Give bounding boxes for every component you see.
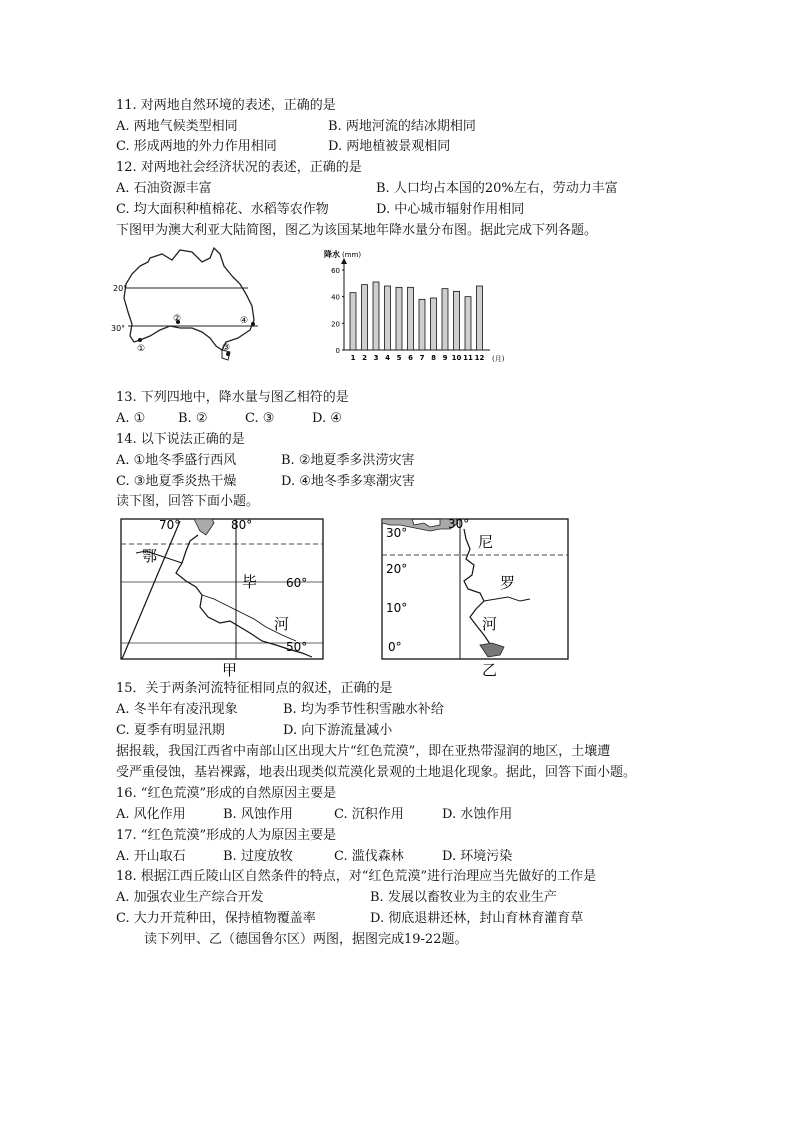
- bar-month-4: [385, 286, 391, 350]
- q12-option-b: B. 人口均占本国的20%左右，劳动力丰富: [376, 181, 618, 196]
- q13-stem: 13. 下列四地中，降水量与图乙相符的是: [116, 390, 349, 405]
- lat-label-30: 30°: [111, 324, 126, 333]
- svg-text:河: 河: [274, 615, 290, 633]
- q17-stem: 17. “红色荒漠”形成的人为原因主要是: [116, 828, 337, 843]
- q11-option-d: D. 两地植被景观相同: [328, 139, 451, 154]
- q14-option-b: B. ②地夏季多洪涝灾害: [281, 453, 415, 468]
- q15-option-d: D. 向下游流量减小: [283, 723, 393, 738]
- bar-month-8: [431, 298, 437, 350]
- q11-stem: 11. 对两地自然环境的表述，正确的是: [116, 98, 336, 113]
- q14-stem: 14. 以下说法正确的是: [116, 432, 245, 447]
- chart-xunit: (月): [492, 355, 505, 363]
- q17-option-a: A. 开山取石: [116, 849, 186, 864]
- x-tick-label: 5: [396, 354, 402, 362]
- svg-text:河: 河: [482, 615, 498, 633]
- bar-month-10: [454, 291, 460, 350]
- svg-text:10°: 10°: [386, 601, 408, 615]
- x-tick-label: 1: [350, 354, 356, 362]
- bar-month-3: [373, 282, 379, 350]
- x-tick-label: 2: [362, 354, 367, 362]
- svg-text:30°: 30°: [386, 526, 408, 540]
- site-label-2: ②: [173, 314, 182, 324]
- site-label-4: ④: [240, 316, 249, 326]
- q16-option-b: B. 风蚀作用: [223, 807, 293, 822]
- intro-australia: 下图甲为澳大利亚大陆简图，图乙为该国某地年降水量分布图。据此完成下列各题。: [116, 223, 598, 238]
- intro-red-desert-line1: 据报载，我国江西省中南部山区出现大片“红色荒漠”，即在亚热带湿润的地区，土壤遭: [116, 744, 611, 759]
- svg-text:0°: 0°: [388, 640, 402, 654]
- bar-month-12: [477, 286, 483, 350]
- q18-stem: 18. 根据江西丘陵山区自然条件的特点，对“红色荒漠”进行治理应当先做好的工作是: [116, 869, 597, 884]
- q16-option-d: D. 水蚀作用: [442, 807, 513, 822]
- bar-month-6: [408, 287, 414, 350]
- q17-option-c: C. 滥伐森林: [334, 849, 404, 864]
- svg-text:尼: 尼: [478, 533, 494, 551]
- q15-stem: 15．关于两条河流特征相同点的叙述，正确的是: [116, 681, 393, 696]
- q11-option-b: B. 两地河流的结冰期相同: [328, 119, 476, 134]
- svg-text:50°: 50°: [286, 640, 308, 654]
- q18-option-b: B. 发展以畜牧业为主的农业生产: [370, 890, 557, 905]
- q12-option-c: C. 均大面积种植棉花、水稻等农作物: [116, 202, 329, 217]
- q18-option-d: D. 彻底退耕还林，封山育林育灌育草: [370, 911, 584, 926]
- y-tick-label: 20: [331, 320, 340, 329]
- q13-option-c: C. ③: [245, 411, 275, 426]
- ob-river-map: [116, 515, 328, 678]
- nile-river-map: [380, 515, 572, 678]
- q11-option-c: C. 形成两地的外力作用相同: [116, 139, 277, 154]
- q14-option-d: D. ④地冬季多寒潮灾害: [281, 474, 415, 489]
- x-tick-label: 8: [431, 354, 436, 362]
- x-tick-label: 6: [408, 354, 413, 362]
- q15-option-c: C. 夏季有明显汛期: [116, 723, 225, 738]
- bar-month-5: [396, 287, 402, 350]
- q18-option-c: C. 大力开荒种田，保持植物覆盖率: [116, 911, 316, 926]
- australia-outline: [124, 248, 254, 350]
- intro-red-desert-line2: 受严重侵蚀，基岩裸露，地表出现类似荒漠化景观的土地退化现象。据此，回答下面小题。: [116, 765, 637, 780]
- x-tick-label: 4: [385, 354, 390, 362]
- precipitation-chart: [318, 244, 508, 366]
- svg-text:甲: 甲: [222, 661, 238, 678]
- chart-yunit: (mm): [342, 251, 362, 259]
- x-tick-label: 12: [474, 354, 485, 362]
- svg-text:70°: 70°: [159, 518, 181, 532]
- x-tick-label: 3: [373, 354, 379, 362]
- bar-month-1: [350, 293, 356, 350]
- x-tick-label: 10: [451, 354, 462, 362]
- q16-option-a: A. 风化作用: [116, 807, 186, 822]
- q16-stem: 16. “红色荒漠”形成的自然原因主要是: [116, 786, 337, 801]
- svg-text:20°: 20°: [386, 562, 408, 576]
- q15-option-a: A. 冬半年有凌汛现象: [116, 702, 238, 717]
- q14-option-a: A. ①地冬季盛行西风: [116, 453, 237, 468]
- site-dot-1: [138, 338, 142, 342]
- q12-option-d: D. 中心城市辐射作用相同: [376, 202, 525, 217]
- q12-option-a: A. 石油资源丰富: [116, 181, 212, 196]
- q18-option-a: A. 加强农业生产综合开发: [116, 890, 264, 905]
- lat-label-20: 20°: [113, 284, 128, 293]
- q13-option-d: D. ④: [312, 411, 342, 426]
- q13-option-b: B. ②: [178, 411, 208, 426]
- australia-map: [110, 244, 268, 362]
- q15-option-b: B. 均为季节性积雪融水补给: [283, 702, 444, 717]
- svg-text:80°: 80°: [231, 518, 253, 532]
- q11-option-a: A. 两地气候类型相同: [116, 119, 238, 134]
- site-label-3: ③: [222, 343, 231, 353]
- intro-ruhr: 读下列甲、乙（德国鲁尔区）两图，据图完成19-22题。: [144, 932, 468, 947]
- svg-text:罗: 罗: [500, 574, 516, 592]
- site-dot-4: [251, 322, 255, 326]
- y-tick-label: 0: [335, 347, 340, 355]
- bar-month-11: [465, 297, 471, 350]
- y-tick-label: 60: [331, 267, 340, 275]
- q13-option-a: A. ①: [116, 411, 146, 426]
- site-label-1: ①: [137, 344, 146, 354]
- bar-month-2: [362, 285, 368, 350]
- x-tick-label: 9: [442, 354, 448, 362]
- q17-option-d: D. 环境污染: [442, 849, 513, 864]
- q12-stem: 12. 对两地社会经济状况的表述，正确的是: [116, 160, 362, 175]
- svg-text:30°: 30°: [448, 517, 470, 531]
- intro-rivers: 读下图，回答下面小题。: [116, 494, 260, 509]
- x-tick-label: 11: [463, 354, 473, 362]
- svg-text:毕: 毕: [242, 573, 258, 591]
- bar-month-7: [419, 299, 425, 350]
- bar-month-9: [442, 289, 448, 350]
- svg-text:乙: 乙: [482, 661, 498, 678]
- q14-option-c: C. ③地夏季炎热干燥: [116, 474, 237, 489]
- svg-text:60°: 60°: [286, 576, 308, 590]
- x-tick-label: 7: [419, 354, 425, 362]
- chart-ylabel: 降水: [324, 250, 340, 259]
- q17-option-b: B. 过度放牧: [223, 849, 293, 864]
- y-tick-label: 40: [331, 293, 340, 302]
- svg-text:鄂: 鄂: [142, 547, 158, 565]
- q16-option-c: C. 沉积作用: [334, 807, 404, 822]
